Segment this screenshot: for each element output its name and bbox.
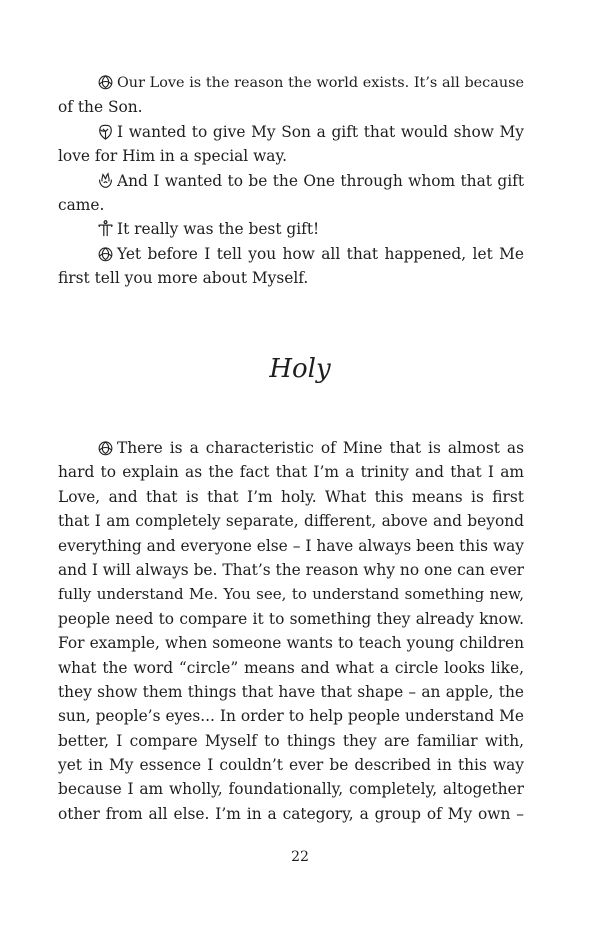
paragraph-line xyxy=(58,71,524,95)
paragraph-line: yet in My essence I couldn’t ever be described in this way xyxy=(58,756,524,775)
paragraph-line: people need to compare it to something they already know. xyxy=(58,609,524,628)
paragraph-line: because I am wholly, foundationally, completely, altogether xyxy=(58,780,524,799)
text-line: And I wanted to be the One through whom that gift xyxy=(117,171,524,190)
trinity-knot-icon xyxy=(97,245,114,262)
paragraph-line xyxy=(58,120,524,144)
paragraph-line: everything and everyone else – I have always been this way xyxy=(58,536,524,555)
paragraph-line: love for Him in a special way. xyxy=(58,147,288,166)
text-line: Yet before I tell you how all that happened, let Me xyxy=(117,244,524,263)
paragraph-line: came. xyxy=(58,195,105,214)
section-heading: Holy xyxy=(269,354,331,384)
text-line: It really was the best gift! xyxy=(117,220,320,239)
text-line: I wanted to give My Son a gift that would show My xyxy=(117,122,524,141)
paragraph-line: hard to explain as the fact that I’m a trinity and that I am xyxy=(58,463,524,482)
page-number: 22 xyxy=(291,849,309,865)
paragraph-line xyxy=(58,242,524,266)
trinity-knot-icon xyxy=(97,73,114,90)
paragraph-line: first tell you more about Myself. xyxy=(58,269,309,288)
paragraph-line: that I am completely separate, different, above and beyond xyxy=(58,512,524,531)
cross-figure-icon xyxy=(97,220,114,237)
paragraph-line xyxy=(58,436,524,460)
section-intro xyxy=(58,71,524,291)
paragraph-line: Love, and that is that I’m holy. What this means is first xyxy=(58,487,524,506)
flame-icon xyxy=(97,172,114,189)
paragraph-line: of the Son. xyxy=(58,98,143,117)
paragraph-line xyxy=(58,169,524,193)
paragraph-line: they show them things that have that shape – an apple, the xyxy=(58,682,524,701)
paragraph-line: better, I compare Myself to things they are familiar with, xyxy=(58,731,524,750)
text-line: There is a characteristic of Mine that is almost as xyxy=(117,439,524,457)
paragraph-line: For example, when someone wants to teach young children xyxy=(58,634,524,653)
section-holy xyxy=(58,436,524,826)
paragraph-line: fully understand Me. You see, to understand something new, xyxy=(58,585,524,604)
paragraph-line: other from all else. I’m in a category, a group of My own – xyxy=(58,804,524,823)
paragraph-line: sun, people’s eyes... In order to help people understand Me xyxy=(58,707,524,726)
paragraph-line: and I will always be. That’s the reason why no one can ever xyxy=(58,560,525,579)
trinity-knot-icon xyxy=(97,439,114,456)
paragraph-line xyxy=(58,217,524,241)
paragraph-line: what the word “circle” means and what a circle looks like, xyxy=(58,658,524,677)
dove-icon xyxy=(97,123,114,140)
text-line: Our Love is the reason the world exists. It’s all because xyxy=(117,75,524,91)
